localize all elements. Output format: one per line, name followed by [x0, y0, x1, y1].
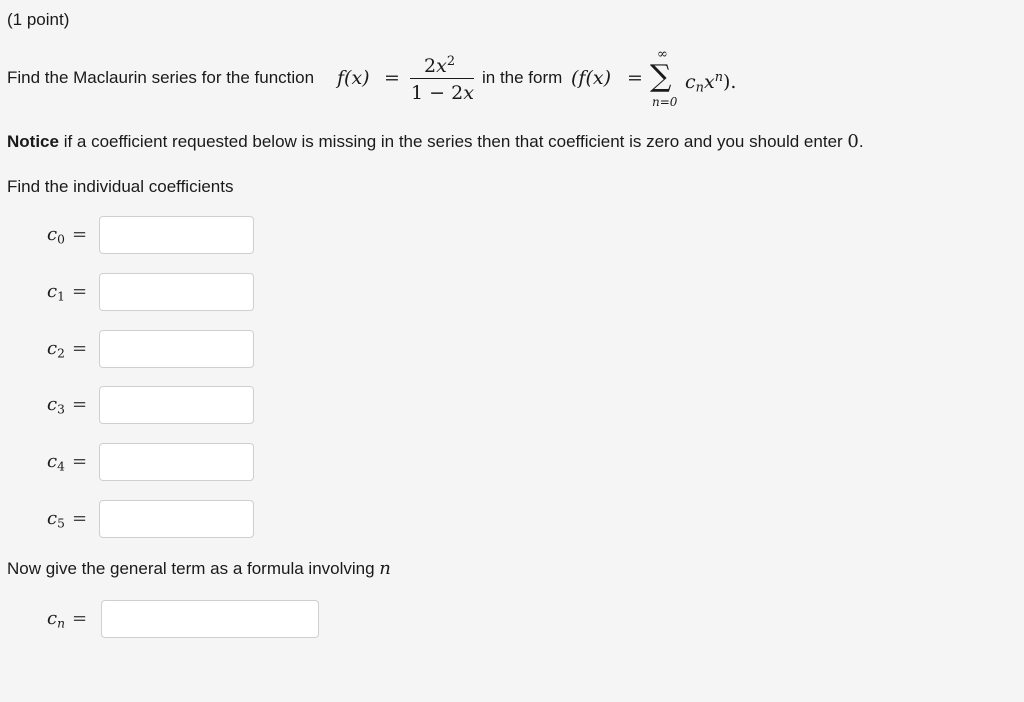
coefficient-equals: =: [72, 508, 88, 529]
coefficient-equals: =: [72, 281, 88, 302]
coefficient-label-c5: $c_5$: [47, 508, 65, 531]
coefficient-equals: =: [72, 394, 88, 415]
coefficient-equals: =: [72, 608, 88, 629]
general-term-input[interactable]: [101, 600, 319, 638]
coefficient-input-c2[interactable]: [99, 330, 254, 368]
form-lhs: (f(x): [571, 67, 611, 89]
general-term-prompt: Now give the general term as a formula involving n: [7, 558, 391, 579]
coefficient-input-c0[interactable]: [99, 216, 254, 254]
coefficient-input-c4[interactable]: [99, 443, 254, 481]
coefficient-label-c4: $c_4$: [47, 451, 65, 474]
coefficient-input-c5[interactable]: [99, 500, 254, 538]
in-the-form-text: in the form: [482, 68, 563, 87]
function-lhs: f(x): [337, 67, 370, 89]
fraction-numerator: $2x^2$: [424, 54, 456, 78]
question-text: Find the Maclaurin series for the function: [7, 68, 315, 87]
points-label: (1 point): [7, 10, 70, 29]
sum-lower-limit: n=0: [652, 95, 678, 109]
equals-sign: =: [384, 67, 400, 89]
find-coefficients-heading: Find the individual coefficients: [7, 177, 234, 196]
summation-icon: ∑: [650, 59, 672, 94]
fraction-bar: [410, 78, 474, 79]
coefficient-input-c3[interactable]: [99, 386, 254, 424]
coefficient-equals: =: [72, 224, 88, 245]
form-term: cnx$^n$).: [685, 70, 737, 96]
sum-upper-limit: ∞: [657, 47, 668, 62]
coefficient-equals: =: [72, 451, 88, 472]
notice-text: Notice if a coefficient requested below is missing in the series then that coefficient is zero and you should enter 0.: [7, 131, 864, 152]
coefficient-label-c0: $c_0$: [47, 224, 65, 247]
coefficient-label-c1: $c_1$: [47, 281, 65, 304]
fraction-denominator: 1 − 2x: [411, 82, 474, 104]
coefficient-equals: =: [72, 338, 88, 359]
form-equals-sign: =: [627, 67, 643, 89]
coefficient-label-c2: $c_2$: [47, 338, 65, 361]
notice-bold: Notice: [7, 132, 59, 151]
coefficient-label-cn: $c_n$: [47, 608, 65, 631]
coefficient-label-c3: $c_3$: [47, 394, 65, 417]
coefficient-input-c1[interactable]: [99, 273, 254, 311]
